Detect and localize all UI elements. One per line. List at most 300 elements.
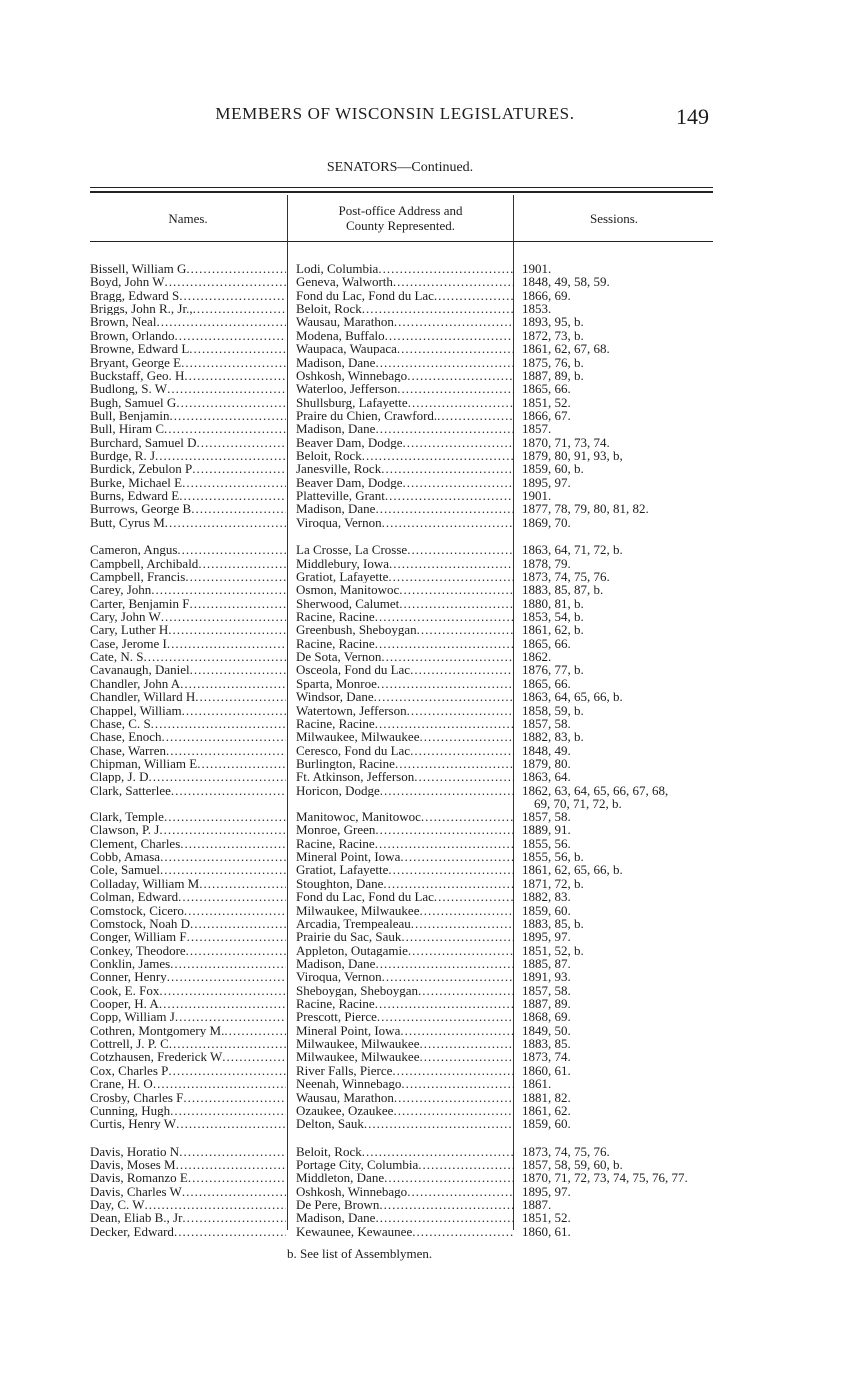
table-row: [90, 1091, 730, 1104]
dot-leader: [182, 704, 286, 717]
senator-name: Chipman, William E .....: [90, 757, 286, 770]
running-head: MEMBERS OF WISCONSIN LEGISLATURES.: [215, 104, 575, 123]
dot-leader: [382, 516, 514, 529]
post-office-address: River Falls, Pierce .....: [296, 1064, 514, 1077]
table-row: [90, 970, 730, 983]
table-row: [90, 557, 730, 570]
sessions: 1871, 72, b.: [522, 876, 584, 890]
dot-leader: [403, 436, 515, 449]
table-row: [90, 877, 730, 890]
dot-leader: [165, 275, 286, 288]
post-office-address: Kewaunee, Kewaunee .....: [296, 1225, 514, 1238]
table-row: [90, 329, 730, 342]
sessions: 1859, 60, b.: [522, 462, 584, 476]
dot-leader: [190, 597, 287, 610]
dot-leader: [397, 342, 514, 355]
post-office-address: Madison, Dane .....: [296, 1211, 514, 1224]
dot-leader: [176, 1158, 286, 1171]
senator-name: Crane, H. O .....: [90, 1077, 286, 1090]
dot-leader: [164, 810, 286, 823]
sessions: 1859, 60.: [522, 903, 571, 917]
dot-leader: [394, 1091, 514, 1104]
post-office-address: Watertown, Jefferson .....: [296, 704, 514, 717]
dot-leader: [192, 462, 286, 475]
dot-leader: [145, 1198, 286, 1211]
table-row: [90, 1037, 730, 1050]
table-row: [90, 984, 730, 997]
senator-name: Bragg, Edward S .....: [90, 289, 286, 302]
senator-name: Budlong, S. W .....: [90, 382, 286, 395]
dot-leader: [171, 784, 286, 797]
table-row: [90, 650, 730, 663]
post-office-address: Beloit, Rock .....: [296, 1145, 514, 1158]
dot-leader: [419, 1050, 514, 1063]
dot-leader: [388, 863, 514, 876]
senator-name: Colman, Edward .....: [90, 890, 286, 903]
post-office-address: Gratiot, Lafayette .....: [296, 863, 514, 876]
dot-leader: [168, 1064, 286, 1077]
table-row: [90, 637, 730, 650]
post-office-address: Appleton, Outagamie .....: [296, 944, 514, 957]
post-office-address: Stoughton, Dane .....: [296, 877, 514, 890]
dot-leader: [182, 476, 286, 489]
dot-leader: [375, 502, 514, 515]
sessions: 1883, 85, b.: [522, 916, 584, 930]
senator-name: Clement, Charles .....: [90, 837, 286, 850]
post-office-address: Sheboygan, Sheboygan .....: [296, 984, 514, 997]
table-row: [90, 997, 730, 1010]
sessions: 1857, 58.: [522, 716, 571, 730]
dot-leader: [186, 944, 286, 957]
header-rule: [90, 241, 713, 242]
dot-leader: [437, 409, 514, 422]
senator-name: Carey, John .....: [90, 583, 286, 596]
table-row: [90, 597, 730, 610]
sessions: 1872, 73, b.: [522, 328, 584, 342]
table-row: [90, 1077, 730, 1090]
dot-leader: [180, 677, 286, 690]
dot-leader: [166, 744, 286, 757]
post-office-address: Waupaca, Waupaca .....: [296, 342, 514, 355]
dot-leader: [175, 329, 287, 342]
sessions: 1882, 83.: [522, 890, 571, 904]
table-row: [90, 663, 730, 676]
sessions: 1862.: [522, 650, 552, 664]
dot-leader: [181, 356, 286, 369]
dot-leader: [185, 570, 286, 583]
dot-leader: [187, 930, 286, 943]
dot-leader: [156, 315, 286, 328]
dot-leader: [385, 329, 514, 342]
dot-leader: [184, 904, 286, 917]
column-header-address-line2: County Represented.: [345, 218, 456, 233]
table-row: [90, 516, 730, 529]
sessions: 1857, 58, 59, 60, b.: [522, 1158, 623, 1171]
senator-name: Chappel, William .....: [90, 704, 286, 717]
dot-leader: [418, 1158, 514, 1171]
dot-leader: [362, 449, 514, 462]
dot-leader: [408, 396, 514, 409]
senator-name: Crosby, Charles F .....: [90, 1091, 286, 1104]
post-office-address: Praire du Chien, Crawford. .....: [296, 409, 514, 422]
senator-name: Brown, Orlando .....: [90, 329, 286, 342]
dot-leader: [179, 1145, 286, 1158]
dot-leader: [143, 650, 286, 663]
dot-leader: [400, 1024, 514, 1037]
dot-leader: [180, 837, 286, 850]
table-row: [90, 1010, 730, 1023]
dot-leader: [375, 610, 514, 623]
senator-name: Cary, John W .....: [90, 610, 286, 623]
post-office-address: Beaver Dam, Dodge .....: [296, 476, 514, 489]
sessions: 1866, 69.: [522, 288, 571, 302]
dot-leader: [159, 823, 286, 836]
sessions: 1877, 78, 79, 80, 81, 82.: [522, 502, 649, 516]
sessions: 1863, 64, 71, 72, b.: [522, 543, 623, 557]
post-office-address: Racine, Racine .....: [296, 610, 514, 623]
dot-leader: [165, 516, 286, 529]
dot-leader: [224, 1024, 286, 1037]
senator-name: Dean, Eliab B., Jr .....: [90, 1211, 286, 1224]
dot-leader: [375, 717, 514, 730]
table-row-continuation: [90, 797, 730, 810]
table-row: [90, 690, 730, 703]
senator-name: Campbell, Francis .....: [90, 570, 286, 583]
dot-leader: [400, 850, 514, 863]
post-office-address: Wausau, Marathon .....: [296, 1091, 514, 1104]
post-office-address: Viroqua, Vernon .....: [296, 516, 514, 529]
post-office-address: Manitowoc, Manitowoc .....: [296, 810, 514, 823]
post-office-address: Oshkosh, Winnebago .....: [296, 369, 514, 382]
dot-leader: [382, 970, 514, 983]
dot-leader: [375, 823, 514, 836]
column-header-address-line1: Post-office Address and: [338, 203, 463, 218]
sessions: 1881, 82.: [522, 1090, 571, 1104]
table-row: [90, 315, 730, 328]
sessions: 1880, 81, b.: [522, 596, 584, 610]
sessions: 1859, 60.: [522, 1117, 571, 1131]
post-office-address: La Crosse, La Crosse .....: [296, 543, 514, 556]
sessions: 1883, 85.: [522, 1037, 571, 1051]
senator-name: Bissell, William G .....: [90, 262, 286, 275]
senator-name: Comstock, Cicero .....: [90, 904, 286, 917]
post-office-address: Milwaukee, Milwaukee .....: [296, 1037, 514, 1050]
dot-leader: [375, 837, 514, 850]
senator-name: Conner, Henry .....: [90, 970, 286, 983]
dot-leader: [222, 1050, 286, 1063]
dot-leader: [401, 1077, 514, 1090]
column-header-address: [289, 198, 512, 238]
sessions: 1858, 59, b.: [522, 703, 584, 717]
sessions: 1861, 62, b.: [522, 623, 584, 637]
dot-leader: [403, 476, 515, 489]
dot-leader: [399, 597, 514, 610]
table-row: [90, 1171, 730, 1184]
senator-name: Bull, Benjamin .....: [90, 409, 286, 422]
dot-leader: [375, 1211, 514, 1224]
table-row: [90, 396, 730, 409]
dot-leader: [169, 409, 286, 422]
top-rule: [90, 187, 713, 188]
table-row: [90, 1158, 730, 1171]
sessions: 1860, 61.: [522, 1224, 571, 1238]
sessions: 1861.: [522, 1077, 552, 1091]
table-row: [90, 890, 730, 903]
dot-leader: [183, 1091, 286, 1104]
table-row: [90, 1104, 730, 1117]
senator-name: Cook, E. Fox .....: [90, 984, 286, 997]
table-row: [90, 583, 730, 596]
dot-leader: [169, 1037, 286, 1050]
dot-leader: [179, 289, 286, 302]
dot-leader: [375, 422, 514, 435]
table-row: [90, 289, 730, 302]
column-header-names-label: Names.: [168, 210, 208, 226]
senator-name: Conger, William F .....: [90, 930, 286, 943]
dot-leader: [167, 970, 286, 983]
dot-leader: [184, 369, 286, 382]
dot-leader: [188, 1171, 286, 1184]
post-office-address: Shullsburg, Lafayette .....: [296, 396, 514, 409]
table-row: [90, 489, 730, 502]
sessions: 1873, 74.: [522, 1050, 571, 1064]
senator-name: Briggs, John R., Jr., .....: [90, 302, 286, 315]
dot-leader: [175, 1010, 286, 1023]
post-office-address: Racine, Racine .....: [296, 717, 514, 730]
senator-name: Butt, Cyrus M .....: [90, 516, 286, 529]
senator-name: Cobb, Amasa .....: [90, 850, 286, 863]
table-row: [90, 850, 730, 863]
dot-leader: [388, 570, 514, 583]
senator-name: Cary, Luther H .....: [90, 623, 286, 636]
sessions: 1848, 49.: [522, 743, 571, 757]
dot-leader: [199, 877, 286, 890]
dot-leader: [153, 1077, 286, 1090]
sessions: 1879, 80.: [522, 756, 571, 770]
dot-leader: [389, 557, 514, 570]
dot-leader: [392, 1064, 514, 1077]
post-office-address: Arcadia, Trempealeau .....: [296, 917, 514, 930]
table-row: [90, 863, 730, 876]
table-row: [90, 1117, 730, 1130]
senator-name: Cate, N. S .....: [90, 650, 286, 663]
table-row: [90, 957, 730, 970]
sessions: 1853.: [522, 302, 552, 316]
senator-name: Decker, Edward .....: [90, 1225, 286, 1238]
table-row: [90, 1064, 730, 1077]
table-row: [90, 356, 730, 369]
sessions: 1885, 87.: [522, 956, 571, 970]
sessions: 1865, 66.: [522, 636, 571, 650]
dot-leader: [191, 502, 286, 515]
sessions: 1863, 64, 65, 66, b.: [522, 690, 623, 704]
senator-name: Burns, Edward E .....: [90, 489, 286, 502]
sessions: 1857, 58.: [522, 983, 571, 997]
dot-leader: [193, 302, 286, 315]
senator-name: Cothren, Montgomery M. .....: [90, 1024, 286, 1037]
sessions: 1887, 89.: [522, 997, 571, 1011]
post-office-address: Neenah, Winnebago .....: [296, 1077, 514, 1090]
sessions: 1857.: [522, 422, 552, 436]
senator-name: Campbell, Archibald .....: [90, 557, 286, 570]
table-row: [90, 382, 730, 395]
table-row: [90, 436, 730, 449]
dot-leader: [167, 637, 286, 650]
post-office-address: Madison, Dane .....: [296, 957, 514, 970]
dot-leader: [186, 262, 286, 275]
dot-leader: [164, 422, 286, 435]
post-office-address: Racine, Racine .....: [296, 997, 514, 1010]
dot-leader: [170, 957, 286, 970]
dot-leader: [394, 315, 514, 328]
senator-name: Brown, Neal .....: [90, 315, 286, 328]
dot-leader: [407, 1185, 514, 1198]
senator-name: Conkey, Theodore .....: [90, 944, 286, 957]
table-row: [90, 476, 730, 489]
sessions: 1883, 85, 87, b.: [522, 583, 604, 597]
senator-name: Buckstaff, Geo. H .....: [90, 369, 286, 382]
sessions: 1887, 89, b.: [522, 368, 584, 382]
table-row: [90, 570, 730, 583]
column-header-sessions: [515, 198, 713, 238]
post-office-address: Racine, Racine .....: [296, 837, 514, 850]
sessions: 1851, 52, b.: [522, 943, 584, 957]
senator-name: Clapp, J. D .....: [90, 770, 286, 783]
sessions: 1855, 56, b.: [522, 850, 584, 864]
sessions: 1901.: [522, 489, 552, 503]
senator-name: Clark, Temple .....: [90, 810, 286, 823]
post-office-address: Madison, Dane .....: [296, 502, 514, 515]
senator-name: Curtis, Henry W .....: [90, 1117, 286, 1130]
dot-leader: [364, 1117, 514, 1130]
dot-leader: [384, 1171, 514, 1184]
dot-leader: [159, 984, 286, 997]
dot-leader: [419, 1037, 514, 1050]
senator-name: Cottrell, J. P. C .....: [90, 1037, 286, 1050]
dot-leader: [178, 890, 286, 903]
dot-leader: [395, 757, 514, 770]
sessions: 1895, 97.: [522, 475, 571, 489]
dot-leader: [434, 890, 514, 903]
senator-name: Copp, William J .....: [90, 1010, 286, 1023]
dot-leader: [385, 489, 514, 502]
dot-leader: [407, 704, 514, 717]
senator-name: Cotzhausen, Frederick W .....: [90, 1050, 286, 1063]
post-office-address: Madison, Dane .....: [296, 356, 514, 369]
sessions: 1873, 74, 75, 76.: [522, 569, 610, 583]
dot-leader: [160, 850, 286, 863]
senator-name: Cunning, Hugh .....: [90, 1104, 286, 1117]
dot-leader: [401, 930, 514, 943]
table-row: [90, 1211, 730, 1224]
post-office-address: Middleton, Dane .....: [296, 1171, 514, 1184]
senator-name: Burke, Michael E .....: [90, 476, 286, 489]
post-office-address: Racine, Racine .....: [296, 637, 514, 650]
dot-leader: [176, 396, 286, 409]
dot-leader: [174, 1225, 286, 1238]
dot-leader: [414, 770, 514, 783]
table-row: [90, 610, 730, 623]
post-office-address: Osceola, Fond du Lac .....: [296, 663, 514, 676]
senator-name: Carter, Benjamin F .....: [90, 597, 286, 610]
dot-leader: [399, 583, 514, 596]
dot-leader: [397, 382, 514, 395]
table-row: [90, 275, 730, 288]
dot-leader: [362, 302, 514, 315]
senator-name: Browne, Edward L .....: [90, 342, 286, 355]
post-office-address: Greenbush, Sheboygan .....: [296, 623, 514, 636]
senator-name: Day, C. W .....: [90, 1198, 286, 1211]
post-office-address: Fond du Lac, Fond du Lac .....: [296, 890, 514, 903]
table-row: [90, 1225, 730, 1238]
dot-leader: [160, 863, 286, 876]
sessions: 1893, 95, b.: [522, 315, 584, 329]
dot-leader: [407, 543, 514, 556]
sessions: 1865, 66.: [522, 676, 571, 690]
post-office-address: Oshkosh, Winnebago .....: [296, 1185, 514, 1198]
sessions: 1889, 91.: [522, 823, 571, 837]
post-office-address: Milwaukee, Milwaukee .....: [296, 904, 514, 917]
dot-leader: [411, 917, 514, 930]
footnote: b. See list of Assemblymen.: [287, 1246, 433, 1261]
dot-leader: [419, 730, 514, 743]
dot-leader: [159, 997, 286, 1010]
sessions: 1863, 64.: [522, 770, 571, 784]
sessions: 1882, 83, b.: [522, 730, 584, 744]
dot-leader: [383, 877, 514, 890]
sessions: 1879, 80, 91, 93, b,: [522, 449, 623, 463]
table-row: [90, 930, 730, 943]
dot-leader: [177, 543, 286, 556]
post-office-address: Beloit, Rock .....: [296, 449, 514, 462]
table-row: [90, 770, 730, 783]
section-heading: SENATORS—Continued.: [326, 160, 474, 175]
post-office-address: Middlebury, Iowa .....: [296, 557, 514, 570]
dot-leader: [375, 637, 514, 650]
sessions: 1869, 70.: [522, 515, 571, 529]
dot-leader: [381, 650, 514, 663]
table-row: [90, 757, 730, 770]
post-office-address: Burlington, Racine .....: [296, 757, 514, 770]
dot-leader: [408, 944, 514, 957]
dot-leader: [168, 623, 286, 636]
dot-leader: [182, 1185, 286, 1198]
dot-leader: [167, 382, 286, 395]
dot-leader: [393, 275, 514, 288]
table-row: [90, 449, 730, 462]
post-office-address: Prescott, Pierce .....: [296, 1010, 514, 1023]
dot-leader: [161, 610, 286, 623]
sessions: 1875, 76, b.: [522, 355, 584, 369]
post-office-address: Janesville, Rock .....: [296, 462, 514, 475]
senator-name: Bull, Hiram C .....: [90, 422, 286, 435]
sessions: 1855, 56.: [522, 836, 571, 850]
senator-name: Davis, Romanzo E .....: [90, 1171, 286, 1184]
dot-leader: [377, 677, 514, 690]
sessions: 1857, 58.: [522, 810, 571, 824]
sessions: 1870, 71, 72, 73, 74, 75, 76, 77.: [522, 1171, 688, 1185]
post-office-address: Sherwood, Calumet .....: [296, 597, 514, 610]
table-row: [90, 784, 730, 797]
table-row: [90, 823, 730, 836]
dot-leader: [375, 356, 514, 369]
table-row: [90, 677, 730, 690]
post-office-address: Mineral Point, Iowa .....: [296, 1024, 514, 1037]
post-office-address: Madison, Dane .....: [296, 422, 514, 435]
dot-leader: [379, 1198, 514, 1211]
senator-name: Cole, Samuel .....: [90, 863, 286, 876]
table-row: [90, 422, 730, 435]
